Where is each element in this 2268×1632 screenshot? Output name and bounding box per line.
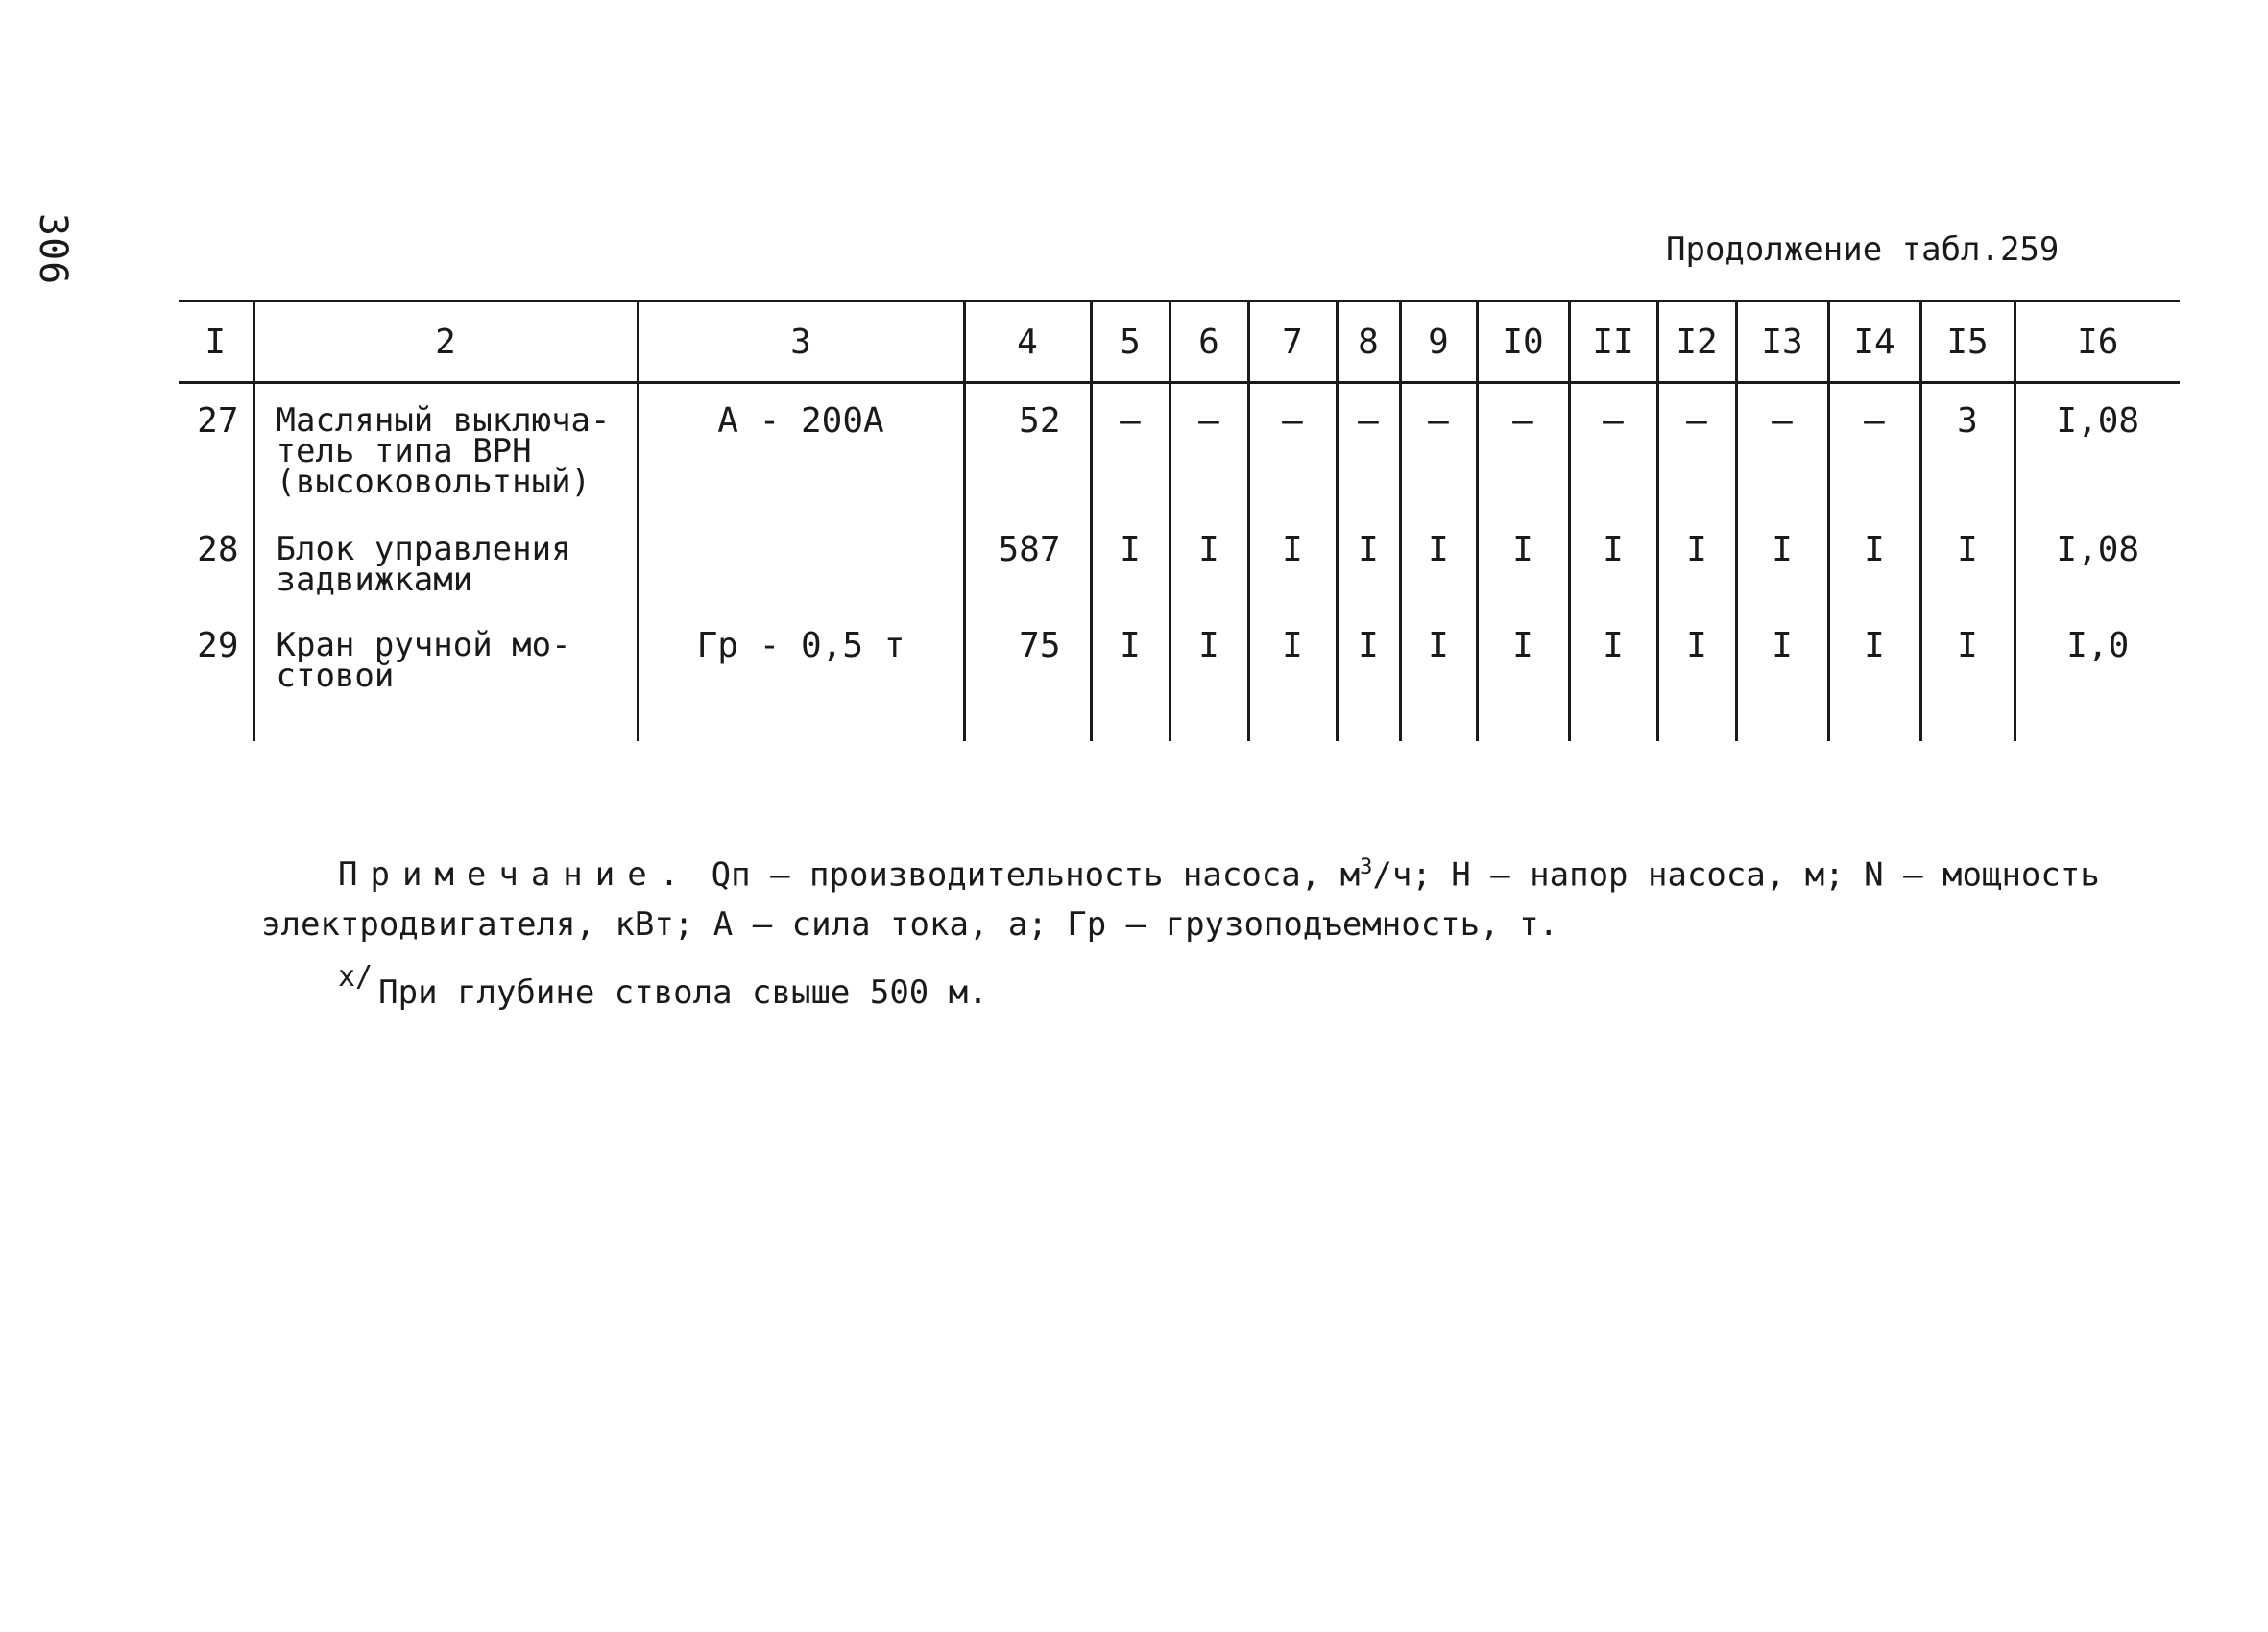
cell-col16: I,08 xyxy=(2015,513,2180,609)
column-header: I0 xyxy=(1477,301,1569,383)
cell: I xyxy=(1736,609,1828,741)
table-note xyxy=(261,843,2134,949)
table-row xyxy=(179,513,2180,609)
cell: I xyxy=(1170,609,1248,741)
cell: I xyxy=(1477,609,1569,741)
table-continuation-label: Продолжение табл.259 xyxy=(1666,230,2060,269)
footnote-mark: х/ xyxy=(338,960,374,994)
cell: I xyxy=(1477,513,1569,609)
column-header: 4 xyxy=(964,301,1091,383)
column-header: I xyxy=(179,301,253,383)
note-superscript: 3 xyxy=(1360,855,1373,879)
cell: I xyxy=(1828,513,1920,609)
cell: 3 xyxy=(1920,383,2015,514)
table-header-row xyxy=(179,301,2180,383)
column-header: 8 xyxy=(1337,301,1400,383)
cell: I xyxy=(1920,513,2015,609)
row-number: 29 xyxy=(197,626,239,665)
note-text-part1: Qп – производительность насоса, м xyxy=(711,855,1361,895)
cell: – xyxy=(1828,383,1920,514)
column-header: 5 xyxy=(1091,301,1170,383)
cell-col4: 75 xyxy=(964,609,1091,741)
column-header: 3 xyxy=(638,301,964,383)
cell-col16: I,08 xyxy=(2015,383,2180,514)
cell: – xyxy=(1337,383,1400,514)
equipment-name: Блок управления задвижками xyxy=(253,513,638,609)
cell: I xyxy=(1400,609,1477,741)
row-number: 28 xyxy=(197,530,239,569)
equipment-parameter xyxy=(638,513,964,609)
cell: – xyxy=(1569,383,1657,514)
column-header: I4 xyxy=(1828,301,1920,383)
cell: – xyxy=(1736,383,1828,514)
row-number: 27 xyxy=(197,401,239,441)
equipment-table-container xyxy=(179,300,2180,741)
column-header: II xyxy=(1569,301,1657,383)
cell: I xyxy=(1248,609,1337,741)
table-row xyxy=(179,383,2180,514)
cell: I xyxy=(1091,513,1170,609)
equipment-name: Кран ручной мо-стовой xyxy=(253,609,638,741)
equipment-name: Масляный выключа-тель типа ВРН (высоковольтный) xyxy=(253,383,638,514)
cell: I xyxy=(1920,609,2015,741)
cell: I xyxy=(1657,609,1736,741)
equipment-table xyxy=(179,300,2180,741)
column-header: I6 xyxy=(2015,301,2180,383)
cell: I xyxy=(1248,513,1337,609)
column-header: I3 xyxy=(1736,301,1828,383)
cell: I xyxy=(1569,513,1657,609)
cell: – xyxy=(1248,383,1337,514)
equipment-parameter: Гр - 0,5 т xyxy=(638,609,964,741)
cell: I xyxy=(1657,513,1736,609)
equipment-parameter: А - 200А xyxy=(638,383,964,514)
cell-col4: 52 xyxy=(964,383,1091,514)
cell-col4: 587 xyxy=(964,513,1091,609)
cell: I xyxy=(1170,513,1248,609)
column-header: 6 xyxy=(1170,301,1248,383)
cell-col16: I,0 xyxy=(2015,609,2180,741)
cell: I xyxy=(1337,513,1400,609)
column-header: I5 xyxy=(1920,301,2015,383)
column-header: 2 xyxy=(253,301,638,383)
note-text-part2: /ч; Н – напор насоса, м; N – мощность электродвигателя, кВт; А – сила тока, а; Гр – грузоподъемность, т. xyxy=(261,855,2100,945)
cell: – xyxy=(1400,383,1477,514)
cell: I xyxy=(1337,609,1400,741)
footnote-text: При глубине ствола свыше 500 м. xyxy=(378,973,988,1012)
footnote xyxy=(338,960,988,1012)
column-header: I2 xyxy=(1657,301,1736,383)
column-header: 7 xyxy=(1248,301,1337,383)
cell: – xyxy=(1091,383,1170,514)
column-header: 9 xyxy=(1400,301,1477,383)
cell: – xyxy=(1657,383,1736,514)
cell: I xyxy=(1400,513,1477,609)
cell: I xyxy=(1091,609,1170,741)
cell: – xyxy=(1170,383,1248,514)
cell: – xyxy=(1477,383,1569,514)
cell: I xyxy=(1569,609,1657,741)
cell: I xyxy=(1736,513,1828,609)
table-row xyxy=(179,609,2180,741)
note-lead: Примечание. xyxy=(338,855,692,895)
cell: I xyxy=(1828,609,1920,741)
page-number: 306 xyxy=(31,213,75,286)
